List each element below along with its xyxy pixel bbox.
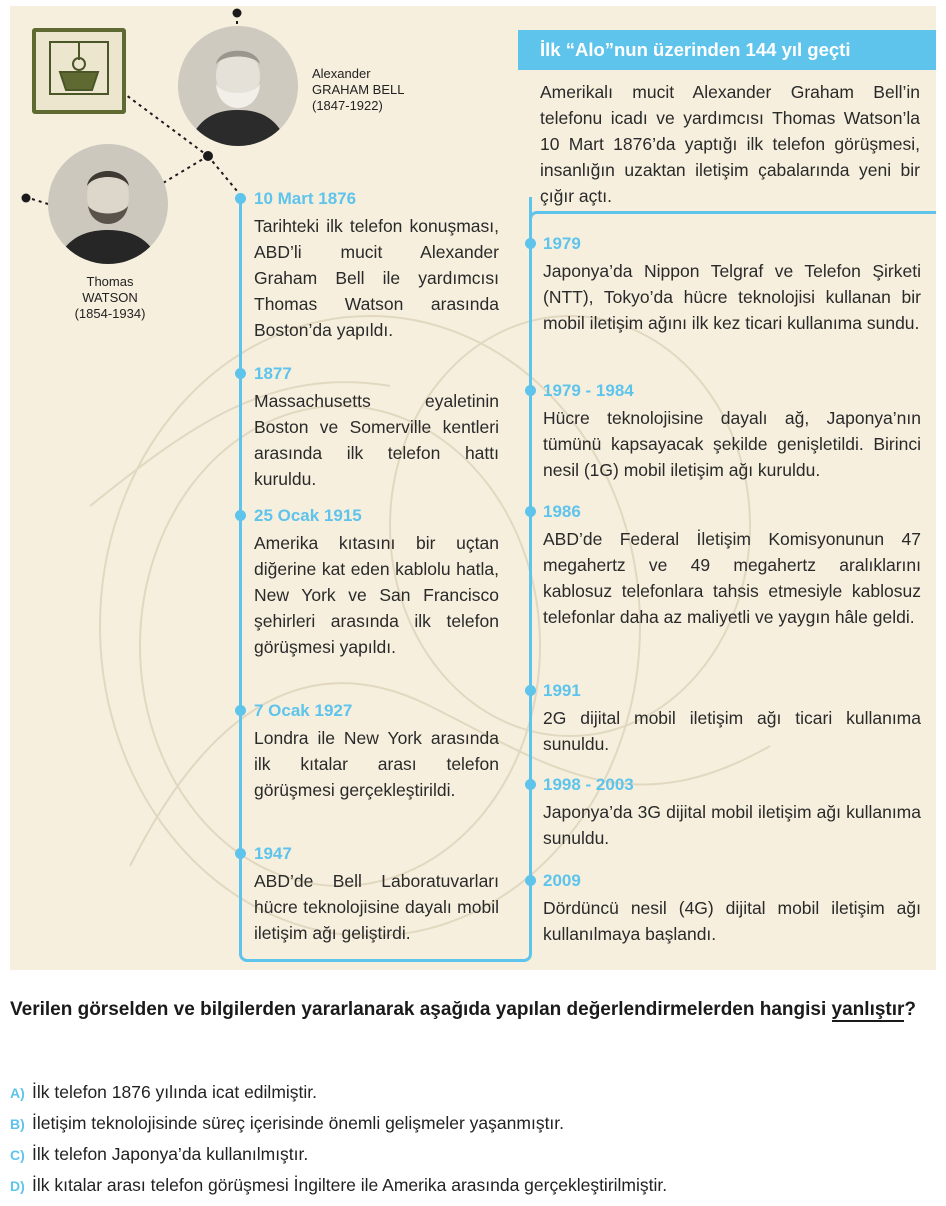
timeline-dot bbox=[525, 385, 536, 396]
portrait-watson bbox=[48, 144, 168, 264]
timeline-dot bbox=[235, 368, 246, 379]
timeline-dot bbox=[235, 510, 246, 521]
timeline-dot bbox=[525, 779, 536, 790]
choice-c-text: İlk telefon Japonya’da kullanılmıştır. bbox=[32, 1144, 309, 1164]
left-text-1: Tarihteki ilk telefon konuşması, ABD’li mucit Alexander Graham Bell ile yardımcısı Thomas Watson arasında Boston’da yapıldı. bbox=[254, 216, 499, 340]
caption-watson-last: WATSON bbox=[82, 290, 138, 305]
choice-d-text: İlk kıtalar arası telefon görüşmesi İngiltere ile Amerika arasında gerçekleştirilmiştir. bbox=[32, 1175, 668, 1195]
choice-b[interactable] bbox=[10, 1112, 564, 1135]
left-date-3: 25 Ocak 1915 bbox=[254, 506, 362, 525]
choice-d[interactable] bbox=[10, 1174, 667, 1197]
left-text-3: Amerika kıtasını bir uçtan diğerine kat eden kablolu hatla, New York ve San Francisco şehirleri arasında ilk telefon görüşmesi yapıldı. bbox=[254, 533, 499, 657]
header-intro: Amerikalı mucit Alexander Graham Bell’in telefonu icadı ve yardımcısı Thomas Watson’la 10 Mart 1876’da yaptığı ilk telefon görüşmesi, insanlığın uzaktan iletişim çabalarında yeni bir çığır açtı. bbox=[540, 82, 920, 206]
left-text-4: Londra ile New York arasında ilk kıtalar arası telefon görüşmesi gerçekleştirildi. bbox=[254, 728, 499, 800]
header-title: İlk “Alo”nun üzerinden 144 yıl geçti bbox=[540, 39, 851, 60]
left-text-5: ABD’de Bell Laboratuvarları hücre teknolojisine dayalı mobil iletişim ağı geliştirdi. bbox=[254, 871, 499, 943]
left-text-2: Massachusetts eyaletinin Boston ve Somerville kentleri arasında ilk telefon hattı kuruldu. bbox=[254, 391, 499, 489]
choice-a-text: İlk telefon 1876 yılında icat edilmiştir. bbox=[32, 1082, 318, 1102]
caption-bell-last: GRAHAM BELL bbox=[312, 82, 405, 97]
left-date-2: 1877 bbox=[254, 364, 292, 383]
choice-b-text: İletişim teknolojisinde süreç içerisinde önemli gelişmeler yaşanmıştır. bbox=[32, 1113, 565, 1133]
timeline-dot bbox=[525, 506, 536, 517]
right-text-6: Dördüncü nesil (4G) dijital mobil iletişim ağı kullanılmaya başlandı. bbox=[543, 898, 921, 944]
caption-bell-years: (1847-1922) bbox=[312, 98, 383, 113]
timeline-dot bbox=[525, 685, 536, 696]
timeline-dot bbox=[525, 875, 536, 886]
infographic-panel bbox=[10, 6, 936, 970]
timeline-dot bbox=[235, 705, 246, 716]
question-text bbox=[10, 996, 936, 1024]
choice-a[interactable] bbox=[10, 1081, 317, 1104]
caption-bell-first: Alexander bbox=[312, 66, 371, 81]
choice-b-letter: B) bbox=[10, 1116, 25, 1132]
right-date-2: 1979 - 1984 bbox=[543, 381, 634, 400]
right-text-4: 2G dijital mobil iletişim ağı ticari kullanıma sunuldu. bbox=[543, 708, 921, 754]
left-date-1: 10 Mart 1876 bbox=[254, 189, 357, 208]
left-date-4: 7 Ocak 1927 bbox=[254, 701, 353, 720]
right-text-1: Japonya’da Nippon Telgraf ve Telefon Şirketi (NTT), Tokyo’da hücre teknolojisi kullanan bir mobil iletişim ağını ilk kez ticari kullanıma sundu. bbox=[543, 261, 921, 333]
question-emphasis: yanlıştır bbox=[831, 999, 905, 1020]
timeline-line-top bbox=[529, 211, 936, 231]
choice-c-letter: C) bbox=[10, 1147, 25, 1163]
right-date-3: 1986 bbox=[543, 502, 581, 521]
header-title-bar bbox=[518, 30, 936, 70]
right-date-5: 1998 - 2003 bbox=[543, 775, 634, 794]
timeline-dot bbox=[235, 193, 246, 204]
portrait-bell bbox=[178, 26, 298, 146]
caption-bell bbox=[312, 66, 404, 114]
choice-c[interactable] bbox=[10, 1143, 308, 1166]
right-date-1: 1979 bbox=[543, 234, 581, 253]
right-date-6: 2009 bbox=[543, 871, 581, 890]
choice-d-letter: D) bbox=[10, 1178, 25, 1194]
left-date-5: 1947 bbox=[254, 844, 292, 863]
question-text-main: Verilen görselden ve bilgilerden yararlanarak aşağıda yapılan değerlendirmelerden hangisi bbox=[10, 999, 832, 1020]
antique-telephone-picture bbox=[32, 28, 126, 114]
caption-watson-first: Thomas bbox=[86, 274, 134, 289]
right-text-3: ABD’de Federal İletişim Komisyonunun 47 megahertz ve 49 megahertz aralıklarını kablosuz telefonlara tahsis etmesiyle kablosuz telefonlar daha az maliyetli ve yaygın hâle geldi. bbox=[543, 529, 921, 627]
choice-a-letter: A) bbox=[10, 1085, 25, 1101]
timeline-dot bbox=[525, 238, 536, 249]
question-mark: ? bbox=[904, 999, 917, 1020]
right-text-5: Japonya’da 3G dijital mobil iletişim ağı kullanıma sunuldu. bbox=[543, 802, 921, 848]
timeline-dot bbox=[235, 848, 246, 859]
caption-watson-years: (1854-1934) bbox=[74, 306, 146, 321]
right-date-4: 1991 bbox=[543, 681, 581, 700]
caption-watson bbox=[54, 274, 166, 322]
right-text-2: Hücre teknolojisine dayalı ağ, Japonya’nın tümünü kapsayacak şekilde genişletildi. Birinci nesil (1G) mobil iletişim ağı kuruldu. bbox=[543, 408, 921, 480]
